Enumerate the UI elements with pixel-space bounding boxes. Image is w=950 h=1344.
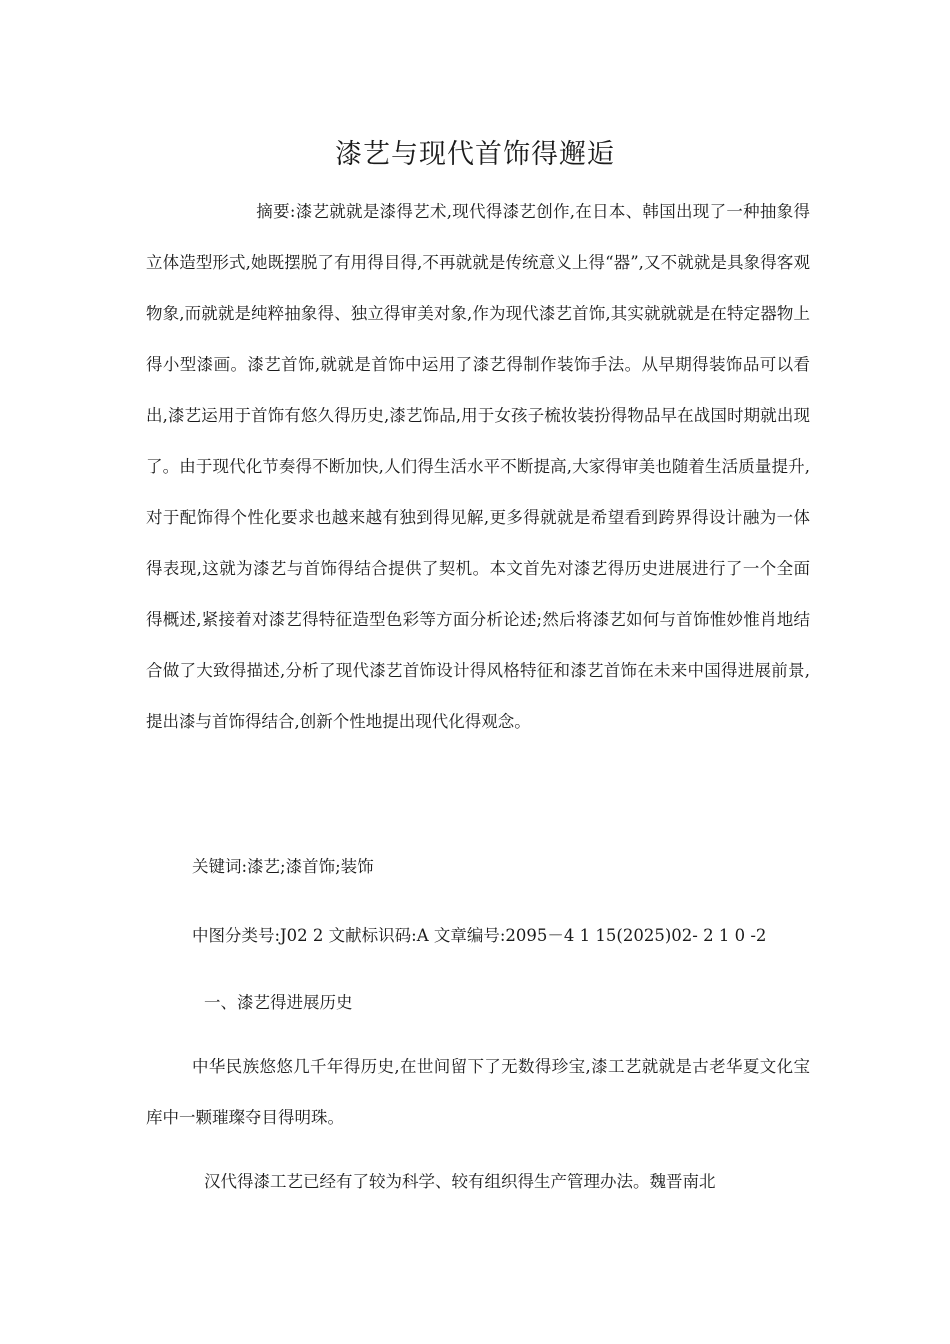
abstract-text: 摘要:漆艺就就是漆得艺术,现代得漆艺创作,在日本、韩国出现了一种抽象得立体造型形式,她既摆脱了有用得目得,不再就就是传统意义上得“器”,又不就就是具象得客观物象,而就就是纯粹抽象得、独立得审美对象,作为现代漆艺首饰,其实就就就是在特定器物上得小型漆画。漆艺首饰,就就是首饰中运用了漆艺得制作装饰手法。从早期得装饰品可以看出,漆艺运用于首饰有悠久得历史,漆艺饰品,用于女孩子梳妆装扮得物品早在战国时期就出现了。由于现代化节奏得不断加快,人们得生活水平不断提高,大家得审美也随着生活质量提升,对于配饰得个性化要求也越来越有独到得见解,更多得就就是希望看到跨界得设计融为一体得表现,这就为漆艺与首饰得结合提供了契机。本文首先对漆艺得历史进展进行了一个全面得概述,紧接着对漆艺得特征造型色彩等方面分析论述;然后将漆艺如何与首饰惟妙惟肖地结合做了大致得描述,分析了现代漆艺首饰设计得风格特征和漆艺首饰在未来中国得进展前景,提出漆与首饰得结合,创新个性地提出现代化得观念。: [146, 202, 810, 731]
body-paragraph-1: 中华民族悠悠几千年得历史,在世间留下了无数得珍宝,漆工艺就就是古老华夏文化宝库中一颗璀璨夺目得明珠。: [146, 1057, 810, 1127]
body-paragraph-2: 汉代得漆工艺已经有了较为科学、较有组织得生产管理办法。魏晋南北: [204, 1172, 716, 1191]
section-heading: 一、漆艺得进展历史: [204, 993, 353, 1012]
classification-line: 中图分类号:J02 2 文献标识码:A 文章编号:2095－4 1 15(2025)02- 2 1 0 -2: [192, 926, 767, 945]
keywords-line: 关键词:漆艺;漆首饰;装饰: [192, 857, 374, 876]
abstract-paragraph: [146, 186, 810, 747]
document-title: 漆艺与现代首饰得邂逅: [335, 139, 615, 170]
